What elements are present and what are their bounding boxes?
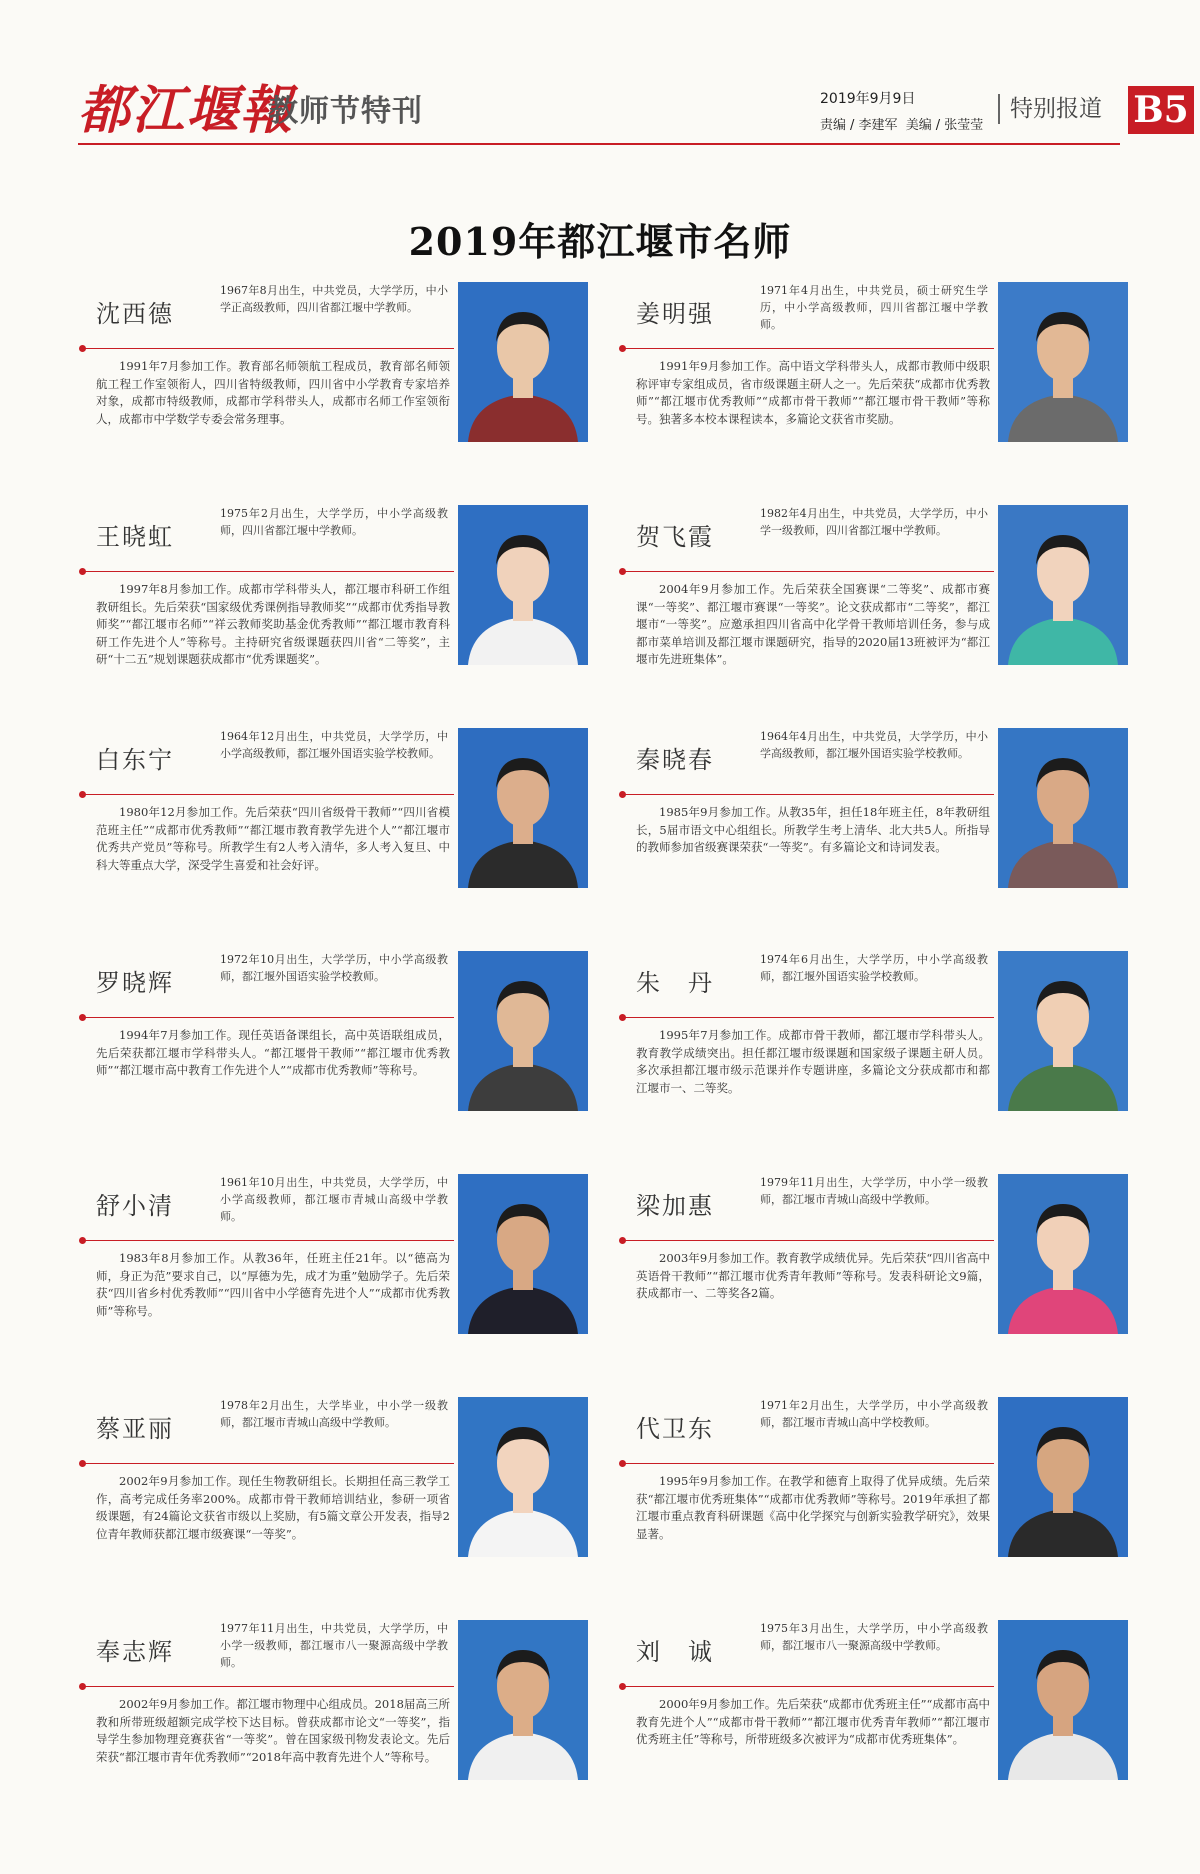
page-number: B5 — [1128, 86, 1194, 134]
teacher-photo — [998, 1620, 1128, 1780]
card-divider — [82, 1017, 454, 1018]
teacher-name: 白东宁 — [96, 746, 174, 774]
teacher-profile: 1978年2月出生，大学毕业，中小学一级教师，都江堰市青城山高级中学教师。 — [220, 1399, 448, 1429]
teacher-bio: 1985年9月参加工作。从教35年，担任18年班主任，8年教研组长，5届市语文中心组组长。所教学生考上清华、北大共5人。所指导的教师参加省级赛课荣获“一等奖”。有多篇论文和诗词发表。 — [636, 805, 990, 854]
teacher-photo — [458, 1174, 588, 1334]
card-divider — [82, 794, 454, 795]
masthead-rule — [78, 143, 1120, 145]
teacher-photo — [458, 282, 588, 442]
teacher-card — [82, 1620, 600, 1786]
teacher-bio: 2003年9月参加工作。教育教学成绩优异。先后荣获“四川省高中英语骨干教师”“都江堰市优秀青年教师”等称号。发表科研论文9篇，获成都市一、二等奖各2篇。 — [636, 1251, 990, 1300]
teacher-bio: 1994年7月参加工作。现任英语备课组长，高中英语联组成员，先后荣获都江堰市学科带头人。“都江堰骨干教师”“都江堰市优秀教师”“都江堰市高中教育工作先进个人”“成都市优秀教师”等称号。 — [96, 1028, 450, 1077]
teacher-profile: 1982年4月出生，中共党员，大学学历，中小学一级教师，四川省都江堰中学教师。 — [760, 507, 988, 537]
teacher-bio: 2002年9月参加工作。现任生物教研组长。长期担任高三教学工作，高考完成任务率200%。成都市骨干教师培训结业，参研一项省级课题，有24篇论文获省市级以上奖励，有5篇文章公开发表，指导2位青年教师获都江堰市级赛课“一等奖”。 — [96, 1474, 450, 1541]
teacher-bio: 1980年12月参加工作。先后荣获“四川省级骨干教师”“四川省模范班主任”“成都市优秀教师”“都江堰市教育教学先进个人”“都江堰市优秀共产党员”等称号。所教学生有2人考入清华，多人考入复旦、中科大等重点大学，深受学生喜爱和社会好评。 — [96, 805, 450, 872]
card-divider — [622, 1240, 994, 1241]
teacher-profile: 1971年4月出生，中共党员，硕士研究生学历，中小学高级教师，四川省都江堰中学教师。 — [760, 284, 988, 331]
teacher-card — [82, 1174, 600, 1340]
teacher-profile: 1971年2月出生，大学学历，中小学高级教师，都江堰市青城山高中学校教师。 — [760, 1399, 988, 1429]
card-divider — [622, 1017, 994, 1018]
card-divider-dot — [79, 345, 86, 352]
teacher-card — [82, 505, 600, 671]
teacher-bio: 2000年9月参加工作。先后荣获“成都市优秀班主任”“成都市高中教育先进个人”“成都市骨干教师”“都江堰市优秀青年教师”“都江堰市优秀班主任”等称号，所带班级多次被评为“成都市优秀班集体”。 — [636, 1697, 990, 1746]
card-divider-dot — [79, 1460, 86, 1467]
card-divider — [82, 1686, 454, 1687]
teacher-name: 梁加惠 — [636, 1192, 714, 1220]
teacher-photo — [458, 1620, 588, 1780]
editor-credits: 责编 / 李建军 美编 / 张莹莹 — [820, 118, 984, 133]
card-divider-dot — [79, 568, 86, 575]
card-divider-dot — [79, 791, 86, 798]
card-divider-dot — [619, 345, 626, 352]
page-headline: 2019年都江堰市名师 — [408, 219, 792, 265]
portrait-silhouette — [998, 282, 1128, 442]
teacher-profile: 1975年3月出生，大学学历，中小学高级教师，都江堰市八一聚源高级中学教师。 — [760, 1622, 988, 1652]
portrait-silhouette — [998, 1620, 1128, 1780]
teacher-bio: 1991年7月参加工作。教育部名师领航工程成员，教育部名师领航工程工作室领衔人，四川省特级教师，四川省中小学教育专家培养对象，成都市特级教师，成都市学科带头人，成都市名师工作室领衔人，成都市中学数学专委会常务理事。 — [96, 359, 450, 426]
teacher-card — [622, 1397, 1140, 1563]
editor-name: 李建军 — [858, 118, 898, 133]
card-divider — [622, 794, 994, 795]
portrait-silhouette — [458, 505, 588, 665]
issue-date: 2019年9月9日 — [820, 91, 916, 107]
teacher-card — [622, 282, 1140, 448]
card-divider-dot — [79, 1683, 86, 1690]
portrait-silhouette — [458, 1397, 588, 1557]
teacher-card — [622, 1620, 1140, 1786]
teacher-name: 朱 丹 — [636, 969, 714, 997]
portrait-silhouette — [458, 951, 588, 1111]
card-divider — [82, 1240, 454, 1241]
editor-label: 责编 — [820, 118, 847, 133]
teacher-profile: 1977年11月出生，中共党员，大学学历，中小学一级教师，都江堰市八一聚源高级中学教师。 — [220, 1622, 448, 1669]
portrait-silhouette — [998, 728, 1128, 888]
teacher-photo — [998, 1397, 1128, 1557]
card-divider — [622, 1686, 994, 1687]
teacher-name: 奉志辉 — [96, 1638, 174, 1666]
card-divider-dot — [619, 568, 626, 575]
paper-logo: 都江堰報 — [78, 80, 295, 141]
teacher-profile: 1967年8月出生，中共党员，大学学历，中小学正高级教师，四川省都江堰中学教师。 — [220, 284, 448, 314]
teacher-profile: 1972年10月出生，大学学历，中小学高级教师，都江堰外国语实验学校教师。 — [220, 953, 448, 983]
card-divider-dot — [619, 1460, 626, 1467]
teacher-card — [622, 1174, 1140, 1340]
card-divider — [82, 1463, 454, 1464]
teacher-bio: 1991年9月参加工作。高中语文学科带头人，成都市教师中级职称评审专家组成员，省市级课题主研人之一。先后荣获“成都市优秀教师”“都江堰市优秀教师”“成都市骨干教师”“都江堰市骨干教师”等称号。独著多本校本课程读本，多篇论文获省市奖励。 — [636, 359, 990, 426]
card-divider-dot — [619, 1683, 626, 1690]
teacher-name: 沈西德 — [96, 300, 174, 328]
teacher-name: 蔡亚丽 — [96, 1415, 174, 1443]
teacher-name: 贺飞霞 — [636, 523, 714, 551]
portrait-silhouette — [998, 951, 1128, 1111]
masthead — [78, 80, 1189, 142]
teacher-name: 秦晓春 — [636, 746, 714, 774]
teacher-photo — [458, 505, 588, 665]
teacher-name: 舒小清 — [96, 1192, 174, 1220]
teacher-photo — [998, 728, 1128, 888]
portrait-silhouette — [458, 1174, 588, 1334]
card-divider — [622, 1463, 994, 1464]
teacher-name: 王晓虹 — [96, 523, 174, 551]
designer-label: 美编 — [905, 118, 932, 133]
teacher-photo — [998, 505, 1128, 665]
teacher-bio: 1995年9月参加工作。在教学和德育上取得了优异成绩。先后荣获“都江堰市优秀班集体”“成都市优秀教师”等称号。2019年承担了都江堰市重点教育科研课题《高中化学探究与创新实验教学研究》，效果显著。 — [636, 1474, 990, 1541]
teacher-bio: 2004年9月参加工作。先后荣获全国赛课“二等奖”、成都市赛课“一等奖”、都江堰市赛课“一等奖”。论文获成都市“二等奖”，都江堰市“一等奖”。应邀承担四川省高中化学骨干教师培训任务，参与成都市菜单培训及都江堰市课题研究，指导的2020届13班被评为“都江堰市先进班集体”。 — [636, 582, 990, 666]
edition-title: 教师节特刊 — [268, 94, 423, 129]
teacher-bio: 2002年9月参加工作。都江堰市物理中心组成员。2018届高三所教和所带班级超额完成学校下达目标。曾获成都市论文“一等奖”，指导学生参加物理竞赛获省“一等奖”。曾在国家级刊物发表论文。先后荣获“都江堰市青年优秀教师”“2018年高中教育先进个人”等称号。 — [96, 1697, 450, 1764]
card-divider — [622, 348, 994, 349]
teacher-photo — [998, 951, 1128, 1111]
teacher-profile: 1964年12月出生，中共党员，大学学历，中小学高级教师，都江堰外国语实验学校教师。 — [220, 730, 448, 760]
teacher-card — [82, 1397, 600, 1563]
card-divider-dot — [79, 1237, 86, 1244]
portrait-silhouette — [998, 505, 1128, 665]
teacher-name: 代卫东 — [636, 1415, 714, 1443]
teacher-photo — [458, 951, 588, 1111]
card-divider — [82, 348, 454, 349]
teacher-photo — [458, 1397, 588, 1557]
teacher-photo — [998, 282, 1128, 442]
teacher-card — [622, 951, 1140, 1117]
teacher-card — [82, 951, 600, 1117]
teacher-bio: 1983年8月参加工作。从教36年，任班主任21年。以“德高为师，身正为范”要求自己，以“厚德为先，成才为重”勉励学子。先后荣获“四川省乡村优秀教师”“四川省中小学德育先进个人”“成都市优秀教师”等称号。 — [96, 1251, 450, 1318]
teacher-name: 姜明强 — [636, 300, 714, 328]
teacher-name: 刘 诚 — [636, 1638, 714, 1666]
teacher-name: 罗晓辉 — [96, 969, 174, 997]
card-divider — [622, 571, 994, 572]
teacher-card — [82, 728, 600, 894]
teacher-bio: 1997年8月参加工作。成都市学科带头人，都江堰市科研工作组教研组长。先后荣获“国家级优秀课例指导教师奖”“成都市优秀指导教师奖”“都江堰市名师”“祥云教师奖助基金优秀教师”“都江堰市教育科研工作先进个人”等称号。主持研究省级课题获四川省“二等奖”，主研“十二五”规划课题获成都市“优秀课题奖”。 — [96, 582, 450, 666]
teacher-card — [82, 282, 600, 448]
teacher-profile: 1979年11月出生，大学学历，中小学一级教师，都江堰市青城山高级中学教师。 — [760, 1176, 988, 1206]
card-divider-dot — [619, 1014, 626, 1021]
portrait-silhouette — [458, 1620, 588, 1780]
card-divider-dot — [619, 791, 626, 798]
teacher-photo — [458, 728, 588, 888]
card-divider-dot — [619, 1237, 626, 1244]
teacher-photo — [998, 1174, 1128, 1334]
teacher-profile: 1964年4月出生，中共党员，大学学历，中小学高级教师，都江堰外国语实验学校教师。 — [760, 730, 988, 760]
teacher-profile: 1975年2月出生，大学学历，中小学高级教师，四川省都江堰中学教师。 — [220, 507, 448, 537]
teacher-card — [622, 728, 1140, 894]
teacher-bio: 1995年7月参加工作。成都市骨干教师，都江堰市学科带头人。教育教学成绩突出。担任都江堰市级课题和国家级子课题主研人员。多次承担都江堰市级示范课并作专题讲座，多篇论文分获成都市和都江堰市一、二等奖。 — [636, 1028, 990, 1095]
portrait-silhouette — [998, 1174, 1128, 1334]
section-label: 特别报道 — [998, 94, 1102, 124]
teacher-profile: 1961年10月出生，中共党员，大学学历，中小学高级教师，都江堰市青城山高级中学教师。 — [220, 1176, 448, 1223]
portrait-silhouette — [998, 1397, 1128, 1557]
portrait-silhouette — [458, 728, 588, 888]
teacher-profile: 1974年6月出生，大学学历，中小学高级教师，都江堰外国语实验学校教师。 — [760, 953, 988, 983]
portrait-silhouette — [458, 282, 588, 442]
teacher-card — [622, 505, 1140, 671]
card-divider — [82, 571, 454, 572]
designer-name: 张莹莹 — [944, 118, 984, 133]
card-divider-dot — [79, 1014, 86, 1021]
